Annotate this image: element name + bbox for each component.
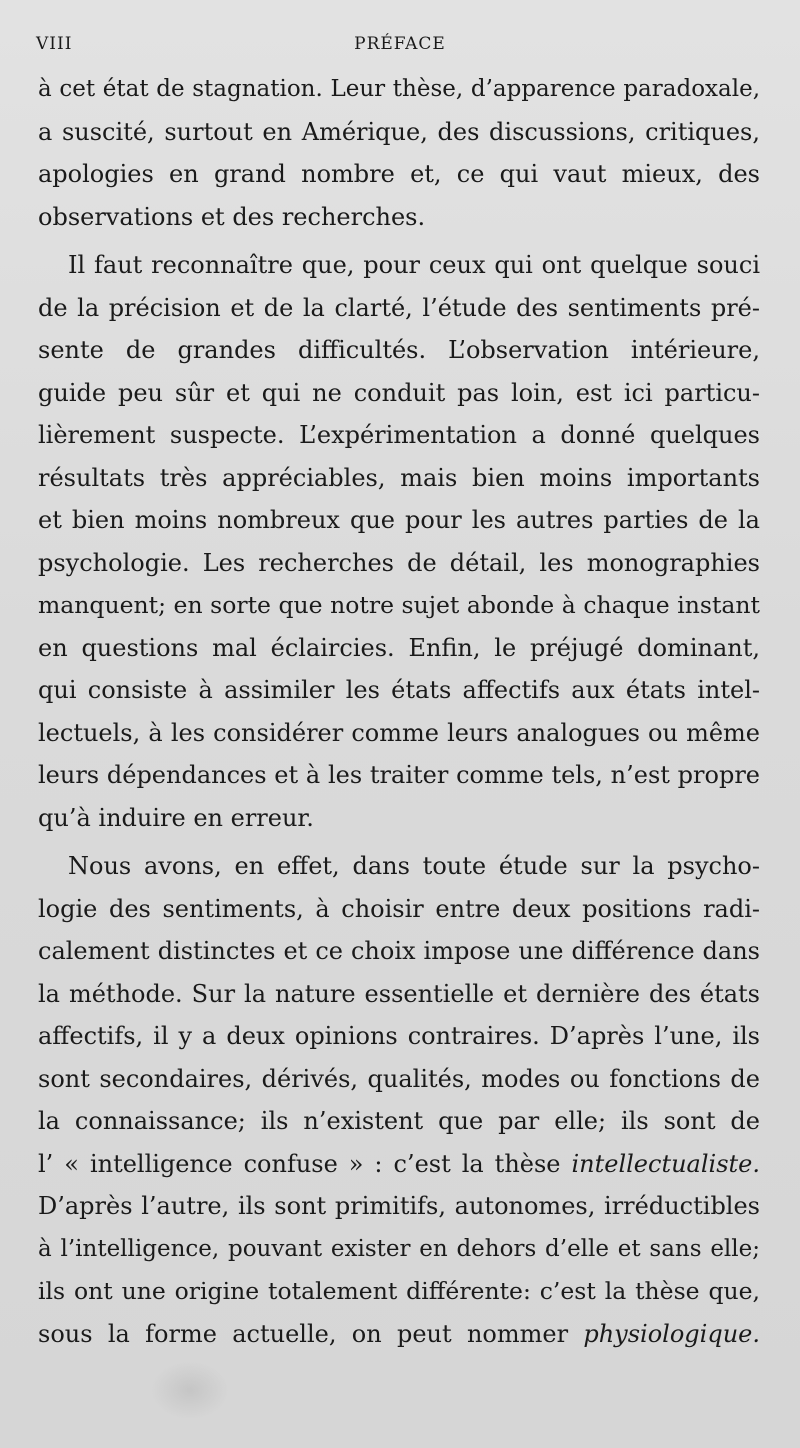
text-line: ils ont une origine totalement différente: c’est la thèse que, — [38, 1277, 760, 1305]
text-line: qui consiste à assimiler les états affectifs aux états intel- — [38, 676, 760, 704]
text-line: affectifs, il y a deux opinions contraires. D’après l’une, ils — [38, 1022, 760, 1050]
text-line: la méthode. Sur la nature essentielle et dernière des états — [38, 979, 760, 1008]
text-line: Il faut reconnaître que, pour ceux qui ont quelque souci — [68, 251, 760, 279]
text-line: résultats très appréciables, mais bien moins importants — [38, 463, 760, 492]
paragraph-2 — [38, 244, 760, 839]
text-line: manquent; en sorte que notre sujet abonde à chaque instant — [38, 591, 760, 619]
text-line: logie des sentiments, à choisir entre deux positions radi- — [38, 894, 760, 923]
page-smudge — [150, 1360, 230, 1420]
italic-term: physiologique. — [583, 1319, 760, 1348]
text-line: observations et des recherches. — [38, 202, 426, 231]
running-head — [36, 34, 766, 58]
text-line-with-italic — [38, 1313, 760, 1356]
running-title: PRÉFACE — [354, 34, 446, 54]
text-line: leurs dépendances et à les traiter comme tels, n’est propre — [38, 761, 760, 789]
text-line: apologies en grand nombre et, ce qui vaut mieux, des — [38, 160, 760, 188]
text-line: lièrement suspecte. L’expérimentation a donné quelques — [38, 421, 760, 449]
text-line: et bien moins nombreux que pour les autres parties de la — [38, 506, 760, 534]
body-text — [38, 68, 760, 1361]
text-line: en questions mal éclaircies. Enfin, le préjugé dominant, — [38, 633, 760, 662]
text-line: qu’à induire en erreur. — [38, 803, 314, 832]
text-line: D’après l’autre, ils sont primitifs, autonomes, irréductibles — [38, 1192, 760, 1220]
text-line: guide peu sûr et qui ne conduit pas loin, est ici particu- — [38, 378, 760, 407]
text-line: psychologie. Les recherches de détail, les monographies — [38, 548, 760, 577]
text-line: à cet état de stagnation. Leur thèse, d’apparence paradoxale, — [38, 76, 760, 102]
text-line: sont secondaires, dérivés, qualités, modes ou fonctions de — [38, 1064, 760, 1093]
paragraph-3 — [38, 845, 760, 1355]
text-segment: sous la forme actuelle, on peut nommer — [38, 1319, 584, 1348]
text-line: la connaissance; ils n’existent que par elle; ils sont de — [38, 1107, 760, 1135]
text-line: calement distinctes et ce choix impose une différence dans — [38, 937, 760, 965]
text-line: lectuels, à les considérer comme leurs analogues ou même — [38, 718, 760, 747]
text-line: sente de grandes difficultés. L’observation intérieure, — [38, 336, 760, 364]
text-line: de la précision et de la clarté, l’étude des sentiments pré- — [38, 293, 760, 322]
page-number: VIII — [36, 34, 73, 54]
italic-term: intellectualiste. — [571, 1149, 760, 1178]
text-line: à l’intelligence, pouvant exister en dehors d’elle et sans elle; — [38, 1235, 760, 1262]
text-segment: l’ « intelligence confuse » : c’est la thèse — [38, 1149, 572, 1178]
text-line-with-italic — [38, 1143, 760, 1186]
text-line: Nous avons, en effet, dans toute étude sur la psycho- — [68, 852, 760, 880]
text-line: a suscité, surtout en Amérique, des discussions, critiques, — [38, 117, 760, 146]
paragraph-1 — [38, 68, 760, 238]
